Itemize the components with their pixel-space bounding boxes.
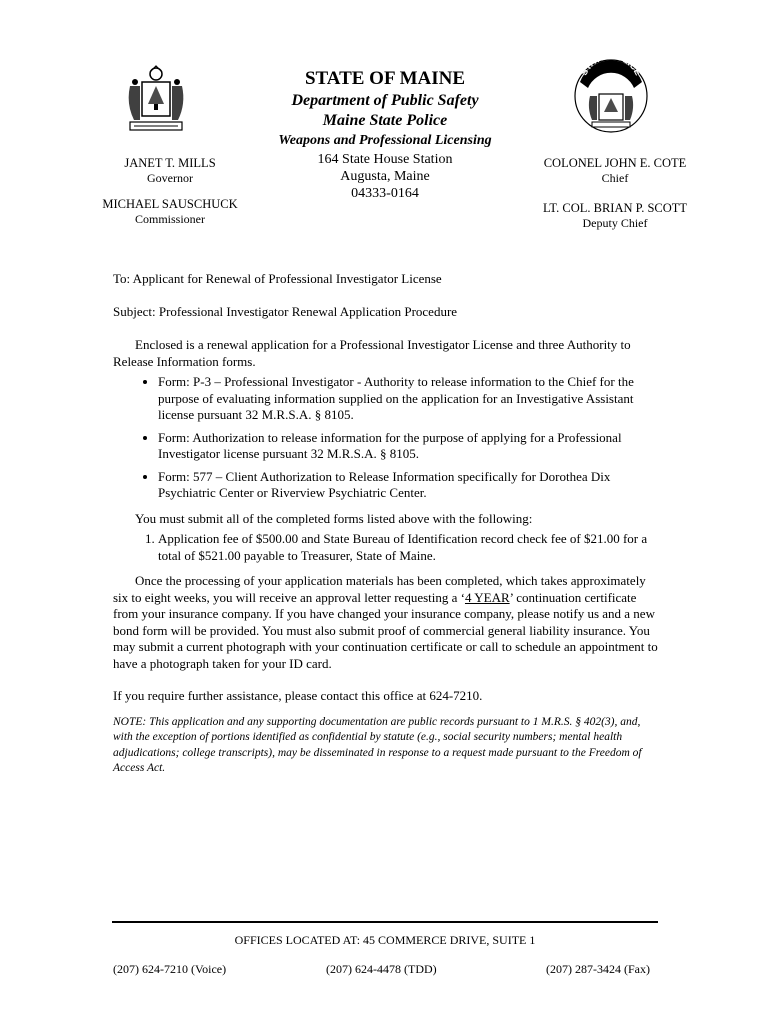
official-commissioner	[90, 197, 250, 227]
header-address	[200, 151, 570, 202]
list-item: 1. Application fee of $500.00 and State Bureau of Identification record check fee of $21.00 for a total of $521.00 payable to Treasurer, State of Maine.	[158, 531, 658, 564]
header-department: Department of Public Safety	[291, 92, 479, 109]
official-title: Commissioner	[134, 212, 205, 226]
address-line-3: 04333-0164	[351, 186, 419, 201]
header-title: STATE OF MAINE	[304, 68, 466, 89]
official-name: MICHAEL SAUSCHUCK	[102, 197, 238, 211]
header-division: Weapons and Professional Licensing	[278, 133, 492, 148]
footer-offices: OFFICES LOCATED AT: 45 COMMERCE DRIVE, SUITE 1	[234, 933, 536, 947]
letter-to: To: Applicant for Renewal of Professional Investigator License	[113, 271, 442, 286]
four-year-term: 4 YEAR	[464, 589, 510, 605]
assistance-paragraph: If you require further assistance, please contact this office at 624-7210.	[113, 688, 483, 703]
official-name: JANET T. MILLS	[124, 156, 216, 170]
footer-divider	[112, 921, 658, 923]
official-deputy-chief	[530, 201, 700, 231]
list-item: • Form: Authorization to release information for the purpose of applying for a Professional Investigator license pursuant 32 M.R.S.A. § 8105.	[158, 430, 658, 463]
footer-tdd-phone: (207) 624-4478 (TDD)	[326, 962, 437, 976]
state-police-seal-icon	[572, 52, 650, 140]
letter-body	[113, 337, 658, 777]
submit-paragraph: You must submit all of the completed forms listed above with the following:	[135, 510, 533, 526]
footer-voice-phone: (207) 624-7210 (Voice)	[113, 962, 227, 976]
address-line-1: 164 State House Station	[317, 152, 453, 167]
official-name: LT. COL. BRIAN P. SCOTT	[542, 201, 688, 215]
header-agency: Maine State Police	[322, 112, 448, 129]
footer-fax: (207) 287-3424 (Fax)	[546, 962, 650, 976]
seal-text: STATE POLICE	[578, 52, 644, 77]
letter-subject: Subject: Professional Investigator Renewal Application Procedure	[113, 304, 458, 319]
list-item: • Form: P-3 – Professional Investigator - Authority to release information to the Chief for the purpose of evaluating information supplied on the application for an Investigative Assistant license pursuant 32 M.R.S.A. § 8105.	[158, 374, 658, 424]
forms-list	[113, 374, 658, 502]
state-of-maine-seal-icon	[124, 64, 188, 136]
processing-paragraph: Once the processing of your application materials has been completed, which takes approximately six to eight weeks, you will receive an approval letter requesting a ‘4 YEAR’ continuation certificate from your insurance company. If you have changed your insurance company, please notify us and a new bond form will be provided. You must also submit proof of commercial general liability insurance. You may submit a current photograph with your continuation certificate or call to schedule an appointment to have a photograph taken for your ID card.	[113, 573, 658, 671]
requirements-list	[113, 531, 658, 564]
official-chief	[530, 156, 700, 186]
official-title: Deputy Chief	[582, 216, 648, 230]
address-line-2: Augusta, Maine	[340, 169, 430, 184]
public-records-note: NOTE: This application and any supporting documentation are public records pursuant to 1 M.R.S. § 402(3), and, with the exception of portions identified as confidential by statute (e.g., social security numbers; mental health adjudications; college transcripts), may be disseminated in response to a request made pursuant to the Freedom of Access Act.	[113, 715, 642, 774]
intro-paragraph: Enclosed is a renewal application for a Professional Investigator License and three Authority to Release Information forms.	[113, 337, 631, 369]
official-title: Chief	[601, 171, 629, 185]
official-governor	[95, 156, 245, 186]
official-name: COLONEL JOHN E. COTE	[543, 156, 687, 170]
official-title: Governor	[147, 171, 193, 185]
list-item: • Form: 577 – Client Authorization to Release Information specifically for Dorothea Dix Psychiatric Center or Riverview Psychiatric Center.	[158, 469, 658, 502]
